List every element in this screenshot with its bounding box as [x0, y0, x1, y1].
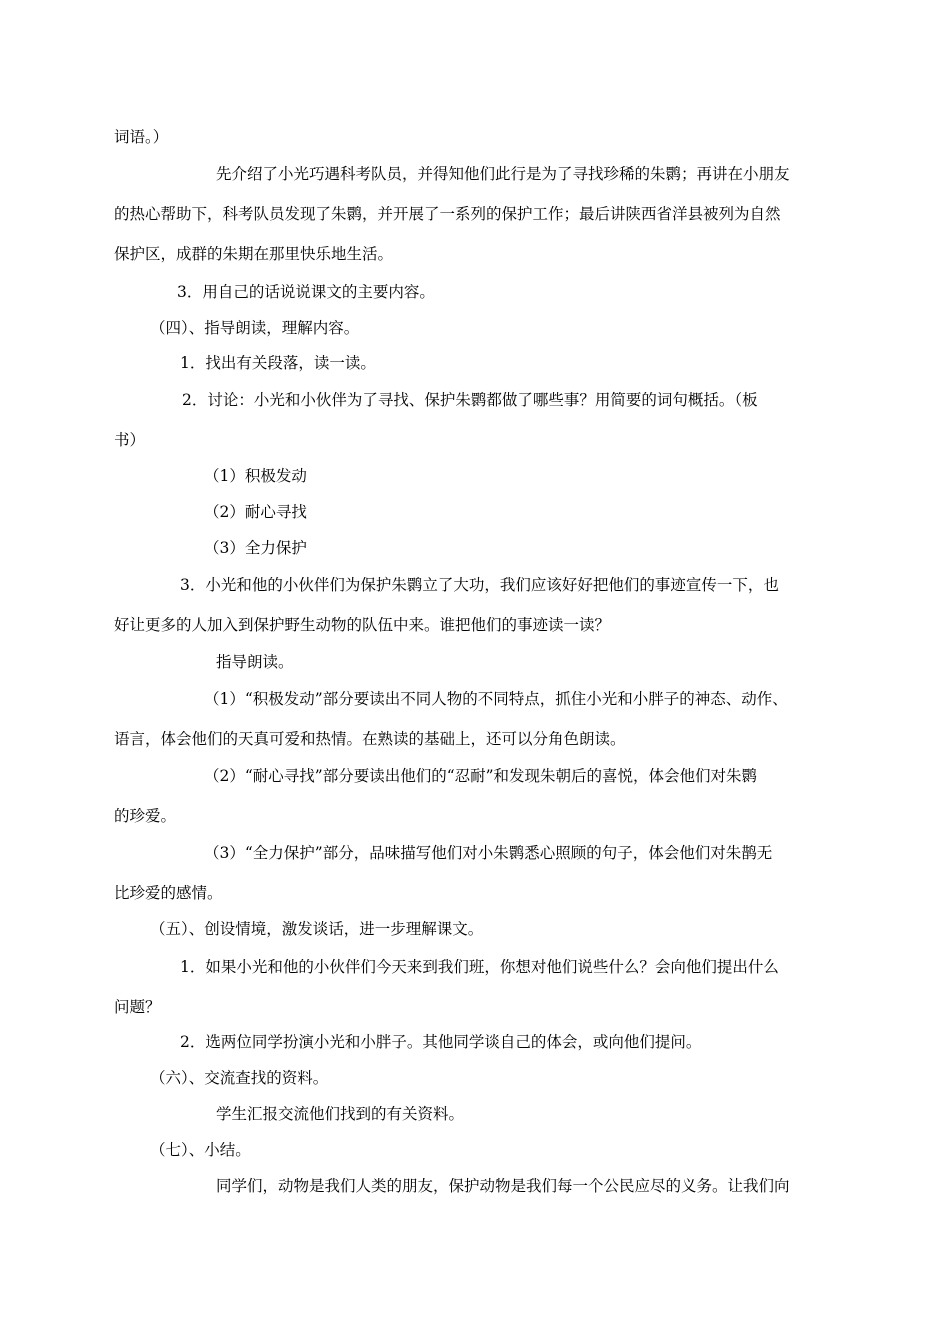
- list-item: （2）耐心寻找: [204, 503, 307, 521]
- text-line: 3．用自己的话说说课文的主要内容。: [177, 283, 435, 301]
- text-line: 语言，体会他们的天真可爱和热情。在熟读的基础上，还可以分角色朗读。: [114, 730, 626, 748]
- text-line: （1）“积极发动”部分要读出不同人物的不同特点，抓住小光和小胖子的神态、动作、: [204, 690, 788, 708]
- text-line: （3）“全力保护”部分，品味描写他们对小朱鹮悉心照顾的句子，体会他们对朱鹊无: [204, 844, 773, 862]
- text-line: 问题？: [114, 998, 161, 1016]
- list-item: （3）全力保护: [204, 539, 307, 557]
- text-line: 词语。）: [114, 128, 169, 146]
- text-line: 1．找出有关段落，读一读。: [180, 354, 376, 372]
- text-line: 保护区，成群的朱期在那里快乐地生活。: [114, 245, 394, 263]
- text-line: 3．小光和他的小伙伴们为保护朱鹮立了大功，我们应该好好把他们的事迹宣传一下，也: [180, 576, 779, 594]
- text-line: 2．选两位同学扮演小光和小胖子。其他同学谈自己的体会，或向他们提问。: [180, 1033, 702, 1051]
- section-heading: （五）、创设情境，激发谈话，进一步理解课文。: [150, 920, 484, 938]
- text-line: 同学们，动物是我们人类的朋友，保护动物是我们每一个公民应尽的义务。让我们向: [216, 1177, 790, 1195]
- section-heading: （七）、小结。: [150, 1141, 251, 1159]
- section-heading: （四）、指导朗读，理解内容。: [150, 319, 360, 337]
- text-line: 比珍爱的感情。: [114, 884, 223, 902]
- section-heading: （六）、交流查找的资料。: [150, 1069, 329, 1087]
- text-line: 好让更多的人加入到保护野生动物的队伍中来。谁把他们的事迹读一读？: [114, 616, 611, 634]
- text-line: 学生汇报交流他们找到的有关资料。: [216, 1105, 465, 1123]
- list-item: （1）积极发动: [204, 467, 307, 485]
- text-line: 的珍爱。: [114, 807, 177, 825]
- text-line: 先介绍了小光巧遇科考队员，并得知他们此行是为了寻找珍稀的朱鹮；再讲在小朋友: [216, 165, 790, 183]
- text-line: 1．如果小光和他的小伙伴们今天来到我们班，你想对他们说些什么？会向他们提出什么: [180, 958, 779, 976]
- text-line: （2）“耐心寻找”部分要读出他们的“忍耐”和发现朱朝后的喜悦，体会他们对朱鹮: [204, 767, 758, 785]
- text-line: 2．讨论：小光和小伙伴为了寻找、保护朱鹮都做了哪些事？用简要的词句概括。（板: [182, 391, 758, 409]
- text-line: 的热心帮助下，科考队员发现了朱鹮，并开展了一系列的保护工作；最后讲陕西省洋县被列为自然: [114, 205, 781, 223]
- text-line: 书）: [114, 431, 146, 449]
- text-line: 指导朗读。: [216, 653, 294, 671]
